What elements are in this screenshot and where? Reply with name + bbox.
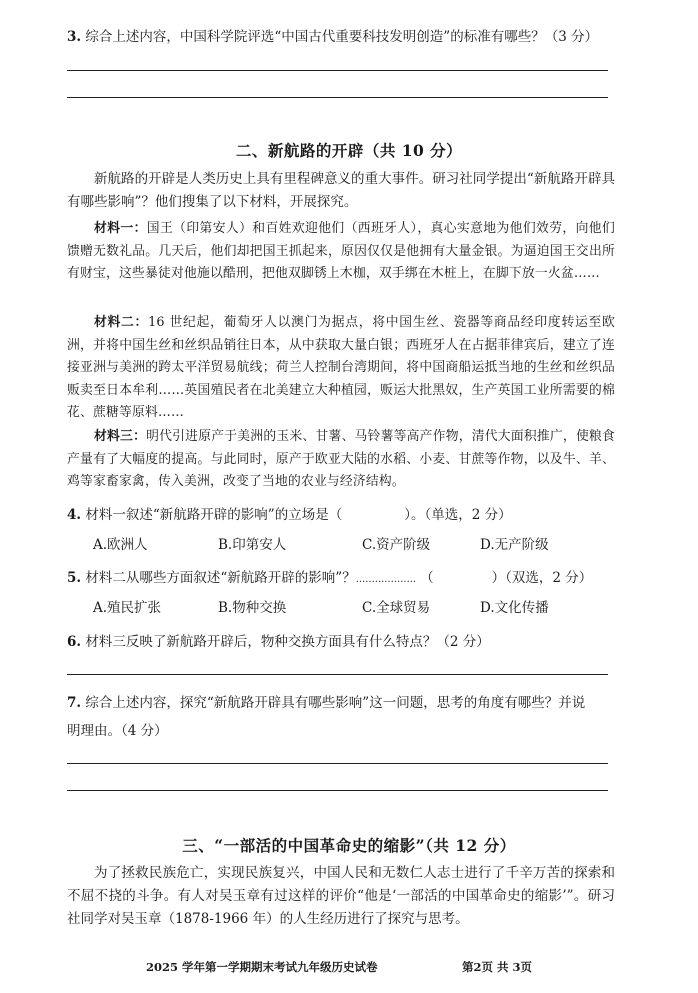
question-number: 5.: [67, 570, 82, 586]
question-text: 材料三反映了新航路开辟后，物种交换方面具有什么特点？（2 分）: [85, 634, 490, 650]
material-label: 材料三：: [94, 429, 147, 444]
section-title: 二、新航路的开辟（共 10 分）: [235, 141, 463, 160]
material-label: 材料二：: [94, 315, 149, 330]
question-7-continued: 明理由。（4 分）: [67, 723, 168, 739]
material-2: [67, 312, 615, 425]
dot-leader: ...................: [355, 574, 417, 585]
answer-line[interactable]: [67, 790, 608, 791]
material-3: [67, 426, 615, 494]
question-number: 6.: [67, 634, 82, 650]
question-number: 7.: [67, 695, 82, 711]
option-b[interactable]: B.物种交换: [218, 600, 287, 616]
section-title: 三、“一部活的中国革命史的缩影”（共 12 分）: [182, 836, 516, 855]
footer-exam-title: 2025 学年第一学期期末考试九年级历史试卷: [146, 960, 378, 974]
question-5: [67, 567, 592, 591]
material-label: 材料一：: [94, 221, 147, 236]
question-number: 3.: [67, 29, 82, 45]
question-tail: ）（双选，2 分）: [491, 570, 593, 586]
section-intro: 为了拯救民族危亡，实现民族复兴，中国人民和无数仁人志士进行了千辛万苦的探索和不屈不挠的斗争。有人对吴玉章有过这样的评价“他是‘一部活的中国革命史的缩影’”。研习社同学对吴玉章（1878-1966 年）的人生经历进行了探究与思考。: [67, 865, 615, 927]
question-tail: ）。（单选，2 分）: [404, 507, 512, 523]
answer-line[interactable]: [67, 70, 608, 71]
question-6: [67, 631, 490, 653]
question-text: 综合上述内容，探究“新航路开辟具有哪些影响”这一问题，思考的角度有哪些？并说: [85, 695, 586, 711]
question-number: 4.: [67, 507, 82, 523]
question-text: 材料一叙述“新航路开辟的影响”的立场是（: [85, 507, 343, 523]
option-d[interactable]: D.无产阶级: [480, 537, 549, 553]
footer-page-info: 第2页 共 3页: [462, 960, 533, 974]
question-text: 材料二从哪些方面叙述“新航路开辟的影响”？: [85, 570, 356, 586]
question-text: 综合上述内容，中国科学院评选“中国古代重要科技发明创造”的标准有哪些？（3 分）: [85, 29, 599, 45]
section-intro: 新航路的开辟是人类历史上具有里程碑意义的重大事件。研习社同学提出“新航路开辟具有哪些影响”？他们搜集了以下材料，开展探究。: [67, 171, 615, 210]
question-3: [67, 26, 598, 48]
material-1: [67, 218, 615, 286]
option-c[interactable]: C.资产阶级: [362, 537, 431, 553]
paren-open: （: [420, 570, 434, 586]
option-c[interactable]: C.全球贸易: [362, 600, 431, 616]
question-7: [67, 692, 585, 714]
question-4: [67, 504, 512, 526]
answer-line[interactable]: [67, 763, 608, 764]
answer-line[interactable]: [67, 674, 608, 675]
material-text: 16 世纪起，葡萄牙人以澳门为据点，将中国生丝、瓷器等商品经印度转运至欧洲，并将中国生丝和丝织品销往日本，从中获取大量白银；西班牙人在占据菲律宾后，建立了连接亚洲与美洲的跨太平洋贸易航线；荷兰人控制台湾期间，将中国商船运抵当地的生丝和丝织品贩卖至日本牟利……英国殖民者在北美建立大种植园，贩运大批黑奴，生产英国工业所需要的棉花、蔗糖等原料……: [67, 315, 615, 420]
material-text: 明代引进原产于美洲的玉米、甘薯、马铃薯等高产作物，清代大面积推广，使粮食产量有了大幅度的提高。与此同时，原产于欧亚大陆的水稻、小麦、甘蔗等作物，以及牛、羊、鸡等家畜家禽，传入美洲，改变了当地的农业与经济结构。: [67, 429, 615, 489]
option-d[interactable]: D.文化传播: [480, 600, 549, 616]
option-a[interactable]: A.殖民扩张: [93, 600, 162, 616]
answer-line[interactable]: [67, 97, 608, 98]
material-text: 国王（印第安人）和百姓欢迎他们（西班牙人），真心实意地为他们效劳，向他们馈赠无数礼品。几天后，他们却把国王抓起来，原因仅仅是他拥有大量金银。为逼迫国王交出所有财宝，这些暴徒对他施以酷刑，把他双脚锈上木枷，双手绑在木桩上，在脚下放一火盆……: [67, 221, 615, 281]
option-b[interactable]: B.印第安人: [218, 537, 287, 553]
option-a[interactable]: A.欧洲人: [93, 537, 148, 553]
